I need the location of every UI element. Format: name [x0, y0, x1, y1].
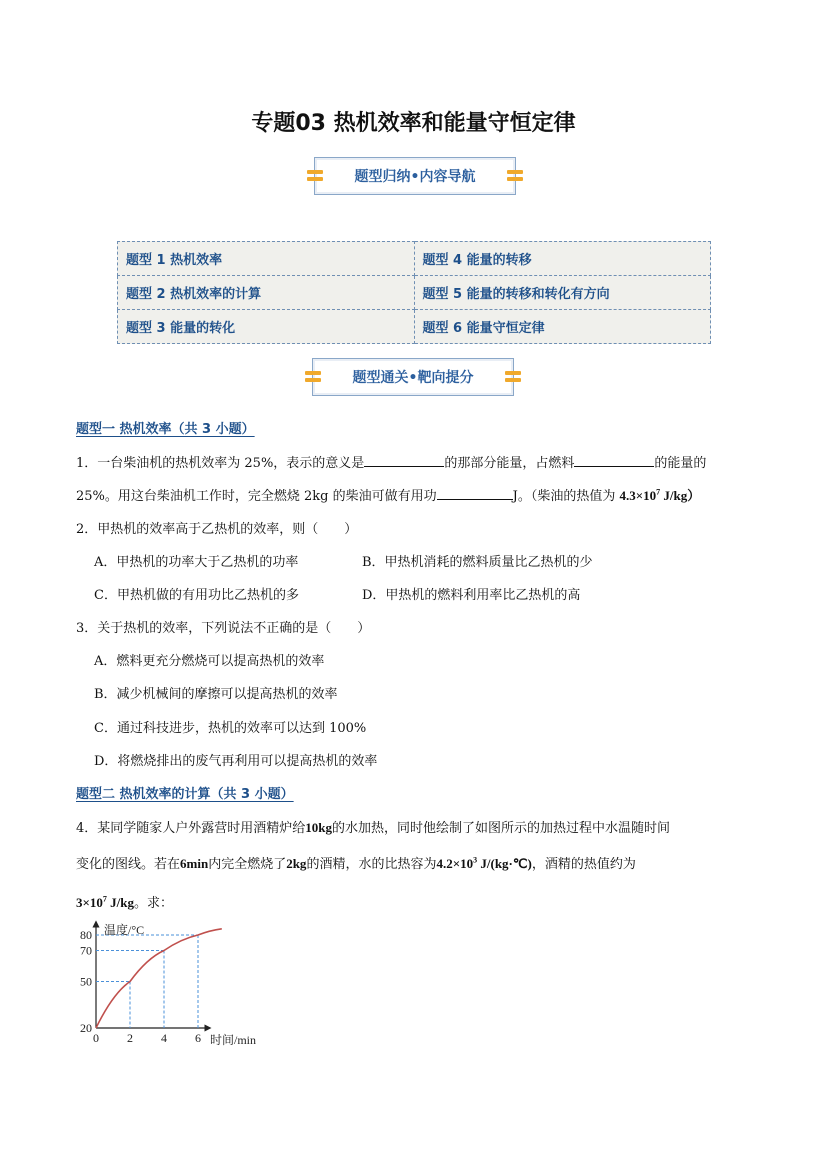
- q4-text-c: 变化的图线。若在: [76, 857, 181, 872]
- q3-option-d[interactable]: D．将燃烧排出的废气再利用可以提高热机的效率: [94, 754, 378, 769]
- temperature-curve: [96, 929, 222, 1028]
- section-heading-2: 题型二 热机效率的计算（共 3 小题）: [76, 787, 294, 802]
- q1-text-b: 的那部分能量，占燃料: [444, 456, 575, 471]
- question-1-line-2: [76, 485, 700, 504]
- q1-text-e: J。（柴油的热值为: [512, 489, 616, 504]
- nav-banner-label: 题型归纳•内容导航: [354, 169, 476, 185]
- nav-banner: [314, 157, 516, 195]
- q4-alcohol-mass: 2kg: [286, 856, 307, 871]
- q1-blank-2[interactable]: [574, 454, 654, 467]
- q1-blank-1[interactable]: [364, 454, 444, 467]
- y-tick-label-70: 70: [80, 943, 92, 958]
- banner-left-decoration: [307, 167, 323, 185]
- temperature-time-chart: [70, 918, 285, 1050]
- q4-text-b: 的水加热，同时他绘制了如图所示的加热过程中水温随时间: [332, 821, 671, 836]
- question-3-stem: 3．关于热机的效率，下列说法不正确的是（ ）: [76, 621, 371, 636]
- question-2-stem: 2．甲热机的效率高于乙热机的效率，则（ ）: [76, 522, 358, 537]
- q4-time: 6min: [180, 856, 209, 871]
- question-1-line-1: [76, 452, 706, 471]
- nav-topic-2[interactable]: 题型 2 热机效率的计算: [118, 276, 415, 310]
- y-tick-label-80: 80: [80, 928, 92, 942]
- q3-option-b[interactable]: B．减少机械间的摩擦可以提高热机的效率: [94, 687, 338, 702]
- section-heading-1: 题型一 热机效率（共 3 小题）: [76, 422, 255, 437]
- practice-banner-label: 题型通关•靶向提分: [352, 370, 474, 386]
- q4-text-a: 4．某同学随家人户外露营时用酒精炉给: [76, 821, 306, 836]
- nav-topic-5[interactable]: 题型 5 能量的转移和转化有方向: [414, 276, 711, 310]
- banner-right-decoration: [505, 368, 521, 386]
- topic-navigation-table: [117, 241, 711, 344]
- y-axis-label: 温度/°C: [104, 923, 145, 937]
- nav-topic-3[interactable]: 题型 3 能量的转化: [118, 310, 415, 344]
- banner-right-decoration: [507, 167, 523, 185]
- q4-text-d: 内完全燃烧了: [208, 857, 287, 872]
- q4-text-h: 。求：: [134, 896, 174, 911]
- nav-topic-4[interactable]: 题型 4 能量的转移: [414, 242, 711, 276]
- nav-topic-1[interactable]: 题型 1 热机效率: [118, 242, 415, 276]
- y-tick-label-20: 20: [80, 1021, 92, 1035]
- q1-text-d: 25%。用这台柴油机工作时，完全燃烧 2kg 的柴油可做有用功: [76, 489, 437, 504]
- q2-option-b[interactable]: B．甲热机消耗的燃料质量比乙热机的少: [362, 555, 593, 570]
- question-4-line-1: [76, 817, 670, 836]
- q1-blank-3[interactable]: [437, 487, 513, 500]
- question-4-line-2: [76, 853, 636, 872]
- x-tick-label-0: 0: [93, 1031, 99, 1045]
- banner-left-decoration: [305, 368, 321, 386]
- x-axis-label: 时间/min: [210, 1033, 257, 1047]
- q1-heat-value: $4.3\times 10^7$ J/kg）: [619, 487, 701, 503]
- x-tick-label-6: 6: [195, 1031, 201, 1045]
- practice-banner: [312, 358, 514, 396]
- q4-water-mass: 10kg: [305, 820, 333, 835]
- q4-heat-value: $3\times 10^7$ J/kg: [76, 894, 135, 910]
- q1-text-a: 1．一台柴油机的热机效率为 25%，表示的意义是: [76, 456, 365, 471]
- y-tick-label-50: 50: [80, 974, 92, 989]
- page-title: 专题03 热机效率和能量守恒定律: [251, 111, 576, 136]
- nav-topic-6[interactable]: 题型 6 能量守恒定律: [414, 310, 711, 344]
- q4-specific-heat: $4.2\times 10^3$ J/(kg·℃): [436, 855, 532, 871]
- q4-text-e: 的酒精，水的比热容为: [306, 857, 437, 872]
- q3-option-a[interactable]: A．燃料更充分燃烧可以提高热机的效率: [94, 654, 325, 669]
- q3-option-c[interactable]: C．通过科技进步，热机的效率可以达到 100%: [94, 721, 367, 736]
- q4-text-f: ，酒精的热值约为: [531, 857, 636, 872]
- q1-text-c: 的能量的: [654, 456, 707, 471]
- question-4-line-3: [76, 892, 173, 911]
- q2-option-c[interactable]: C．甲热机做的有用功比乙热机的多: [94, 588, 299, 603]
- x-tick-label-2: 2: [127, 1031, 133, 1045]
- q2-option-d[interactable]: D．甲热机的燃料利用率比乙热机的高: [362, 588, 581, 603]
- q2-option-a[interactable]: A．甲热机的功率大于乙热机的功率: [94, 555, 299, 570]
- x-tick-label-4: 4: [161, 1031, 167, 1045]
